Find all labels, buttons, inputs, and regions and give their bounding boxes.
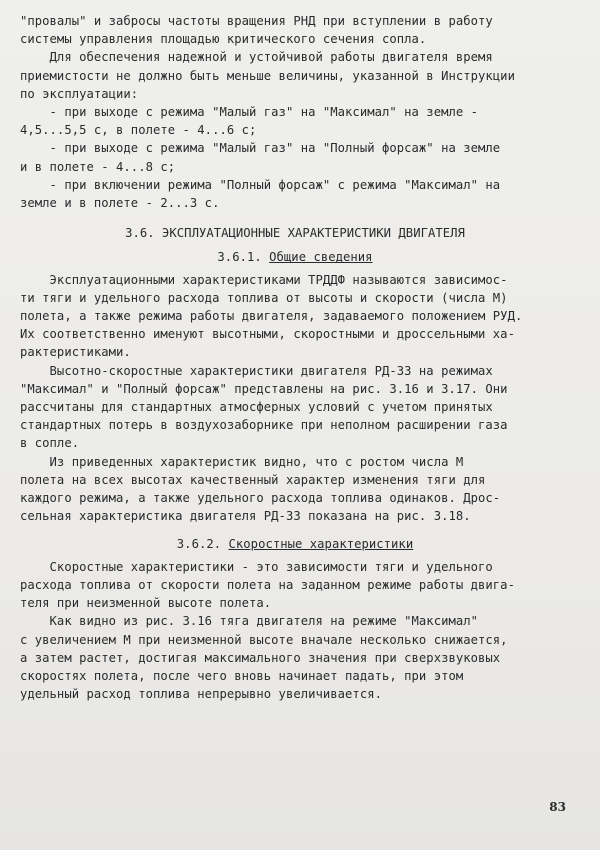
text-line: стандартных потерь в воздухозаборнике при неполном расширении газа	[20, 418, 508, 433]
text-line: и в полете - 4...8 с;	[20, 159, 176, 174]
section-heading: 3.6. ЭКСПЛУАТАЦИОННЫЕ ХАРАКТЕРИСТИКИ ДВИГАТЕЛЯ	[125, 226, 465, 241]
page-number: 83	[549, 800, 566, 814]
subsection-heading-general	[20, 248, 570, 266]
text-line: Скоростные характеристики - это зависимости тяги и удельного	[20, 559, 493, 574]
subsection-general-text	[20, 271, 570, 526]
text-line: Как видно из рис. 3.16 тяга двигателя на режиме "Максимал"	[20, 614, 479, 629]
subsection-number: 3.6.2.	[176, 537, 222, 552]
subsection-number: 3.6.1.	[217, 250, 262, 265]
subsection-title: Скоростные характеристики	[228, 537, 414, 552]
text-line: приемистости не должно быть меньше величины, указанной в Инструкции	[20, 68, 515, 83]
text-line: полета, а также режима работы двигателя, задаваемого положением РУД.	[20, 309, 523, 324]
text-line: полета на всех высотах качественный характер изменения тяги для	[20, 472, 486, 487]
text-line: 4,5...5,5 с, в полете - 4...6 с;	[20, 123, 257, 138]
text-line: рактеристиками.	[20, 345, 131, 360]
text-line: Для обеспечения надежной и устойчивой работы двигателя время	[20, 50, 493, 65]
text-line: сельная характеристика двигателя РД-33 показана на рис. 3.18.	[20, 509, 471, 524]
text-line: Их соответственно именуют высотными, скоростными и дроссельными ха-	[20, 327, 515, 342]
text-line: с увеличением М при неизменной высоте вначале несколько снижается,	[20, 632, 508, 647]
subsection-speed-text	[20, 558, 570, 704]
text-line: - при выходе с режима "Малый газ" на "Максимал" на земле -	[20, 105, 479, 120]
intro-text	[20, 12, 570, 212]
text-line: Высотно-скоростные характеристики двигателя РД-33 на режимах	[20, 363, 493, 378]
text-line: рассчитаны для стандартных атмосферных условий с учетом принятых	[20, 400, 493, 415]
text-line: ти тяги и удельного расхода топлива от высоты и скорости (числа М)	[20, 290, 508, 305]
text-line: - при включении режима "Полный форсаж" с режима "Максимал" на	[20, 177, 501, 192]
subsection-heading-speed	[20, 535, 570, 553]
text-line: по эксплуатации:	[20, 86, 139, 101]
subsection-title: Общие сведения	[269, 250, 373, 265]
text-line: земле и в полете - 2...3 с.	[20, 196, 220, 211]
text-line: Из приведенных характеристик видно, что с ростом числа М	[20, 454, 464, 469]
text-line: удельный расход топлива непрерывно увеличивается.	[20, 687, 382, 702]
text-line: "провалы" и забросы частоты вращения РНД при вступлении в работу	[20, 14, 493, 28]
text-line: Эксплуатационными характеристиками ТРДДФ называются зависимос-	[20, 272, 508, 287]
text-line: теля при неизменной высоте полета.	[20, 596, 272, 611]
text-line: - при выходе с режима "Малый газ" на "Полный форсаж" на земле	[20, 141, 501, 156]
text-line: системы управления площадью критического сечения сопла.	[20, 32, 427, 47]
text-line: а затем растет, достигая максимального значения при сверхзвуковых	[20, 650, 501, 665]
text-line: "Максимал" и "Полный форсаж" представлены на рис. 3.16 и 3.17. Они	[20, 381, 508, 396]
text-line: расхода топлива от скорости полета на заданном режиме работы двига-	[20, 577, 515, 592]
text-line: скоростях полета, после чего вновь начинает падать, при этом	[20, 668, 464, 683]
text-line: в сопле.	[20, 436, 80, 451]
text-line: каждого режима, а также удельного расхода топлива одинаков. Дрос-	[20, 491, 501, 506]
